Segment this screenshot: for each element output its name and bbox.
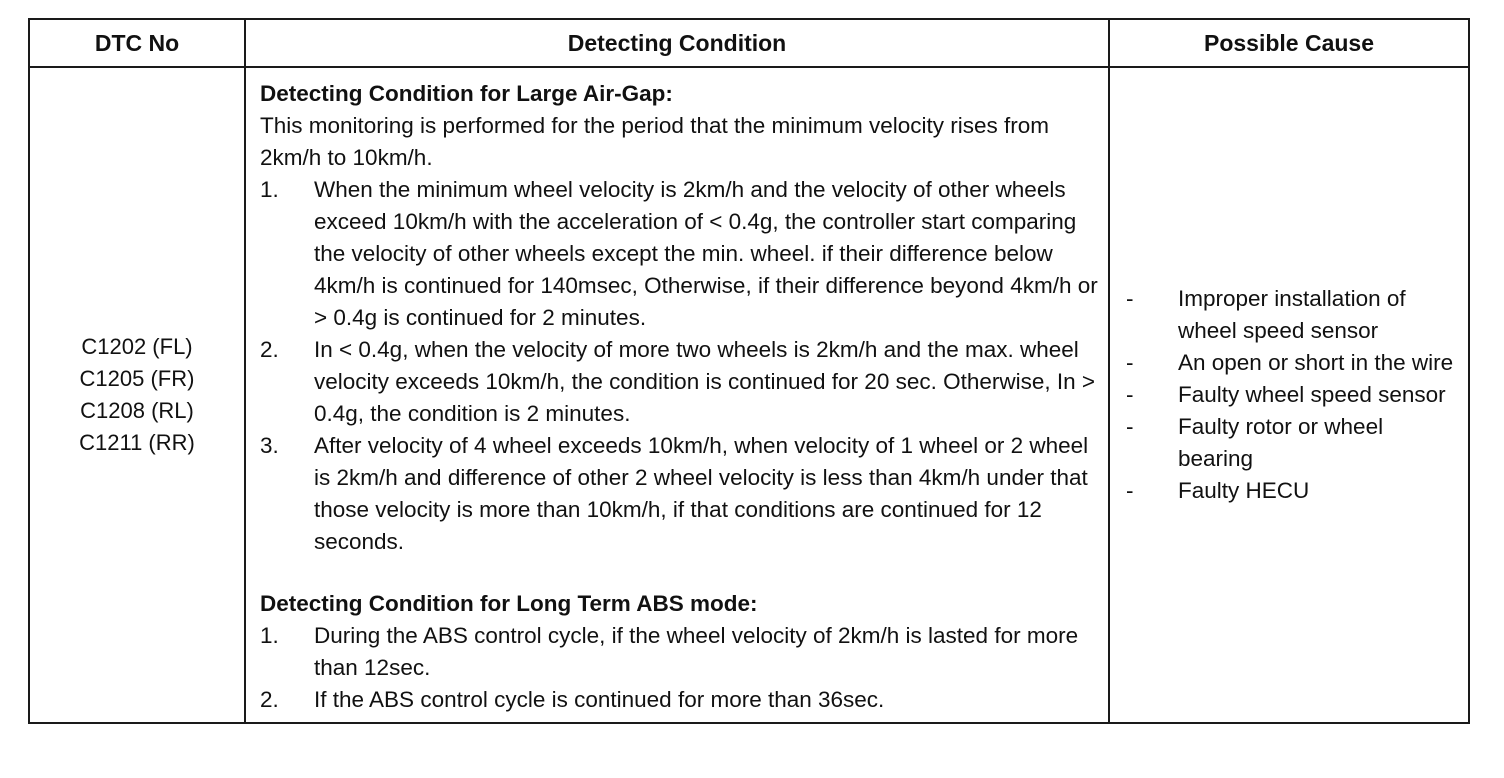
dtc-table <box>28 18 1470 724</box>
step-text: When the minimum wheel velocity is 2km/h and the velocity of other wheels exceed 10km/h with the acceleration of < 0.4g, the controller start comparing the velocity of other wheels except the min. wheel. if their difference below 4km/h is continued for 140msec, Otherwise, if their difference beyond 4km/h or > 0.4g is continued for 2 minutes. <box>314 177 1098 330</box>
header-possible-cause: Possible Cause <box>1109 19 1469 67</box>
cause-text: Faulty wheel speed sensor <box>1178 382 1446 407</box>
long-term-abs-steps <box>260 620 1098 716</box>
cause-text: Faulty HECU <box>1178 478 1310 503</box>
possible-cause-list <box>1126 283 1456 507</box>
long-term-abs-heading: Detecting Condition for Long Term ABS mode: <box>260 591 758 616</box>
cause-text: An open or short in the wire <box>1178 350 1454 375</box>
step-number: 3. <box>260 433 279 458</box>
list-item <box>1126 283 1456 347</box>
list-item <box>260 684 1098 716</box>
possible-cause-cell <box>1109 67 1469 723</box>
list-item <box>260 620 1098 684</box>
list-item <box>260 430 1098 558</box>
list-item <box>260 174 1098 334</box>
step-number: 1. <box>260 177 279 202</box>
bullet-dash: - <box>1126 382 1134 407</box>
dtc-code: C1208 (RL) <box>80 398 194 423</box>
section-spacer <box>260 558 1098 588</box>
dtc-codes-cell <box>29 67 245 723</box>
list-item <box>1126 475 1456 507</box>
large-air-gap-heading: Detecting Condition for Large Air-Gap: <box>260 81 673 106</box>
list-item <box>260 334 1098 430</box>
bullet-dash: - <box>1126 286 1134 311</box>
step-text: In < 0.4g, when the velocity of more two wheels is 2km/h and the max. wheel velocity exceeds 10km/h, the condition is continued for 20 sec. Otherwise, In > 0.4g, the condition is 2 minutes. <box>314 337 1096 426</box>
large-air-gap-intro: This monitoring is performed for the period that the minimum velocity rises from 2km/h to 10km/h. <box>260 113 1050 170</box>
list-item <box>1126 411 1456 475</box>
bullet-dash: - <box>1126 478 1134 503</box>
dtc-code: C1202 (FL) <box>81 334 193 359</box>
header-detecting-condition: Detecting Condition <box>245 19 1109 67</box>
step-number: 2. <box>260 337 279 362</box>
bullet-dash: - <box>1126 350 1134 375</box>
list-item <box>1126 379 1456 411</box>
step-number: 1. <box>260 623 279 648</box>
header-dtc-no: DTC No <box>29 19 245 67</box>
step-number: 2. <box>260 687 279 712</box>
header-row <box>29 19 1469 67</box>
step-text: During the ABS control cycle, if the wheel velocity of 2km/h is lasted for more than 12sec. <box>314 623 1079 680</box>
table-row <box>29 67 1469 723</box>
detecting-condition-cell <box>245 67 1109 723</box>
large-air-gap-steps <box>260 174 1098 558</box>
list-item <box>1126 347 1456 379</box>
dtc-code: C1205 (FR) <box>79 366 195 391</box>
dtc-code: C1211 (RR) <box>79 430 195 455</box>
bullet-dash: - <box>1126 414 1134 439</box>
step-text: If the ABS control cycle is continued for more than 36sec. <box>314 687 885 712</box>
step-text: After velocity of 4 wheel exceeds 10km/h, when velocity of 1 wheel or 2 wheel is 2km/h and difference of other 2 wheel velocity is less than 4km/h under that those velocity is more than 10km/h, if that conditions are continued for 12 seconds. <box>314 433 1089 554</box>
cause-text: Faulty rotor or wheel bearing <box>1178 414 1384 471</box>
cause-text: Improper installation of wheel speed sensor <box>1178 286 1406 343</box>
